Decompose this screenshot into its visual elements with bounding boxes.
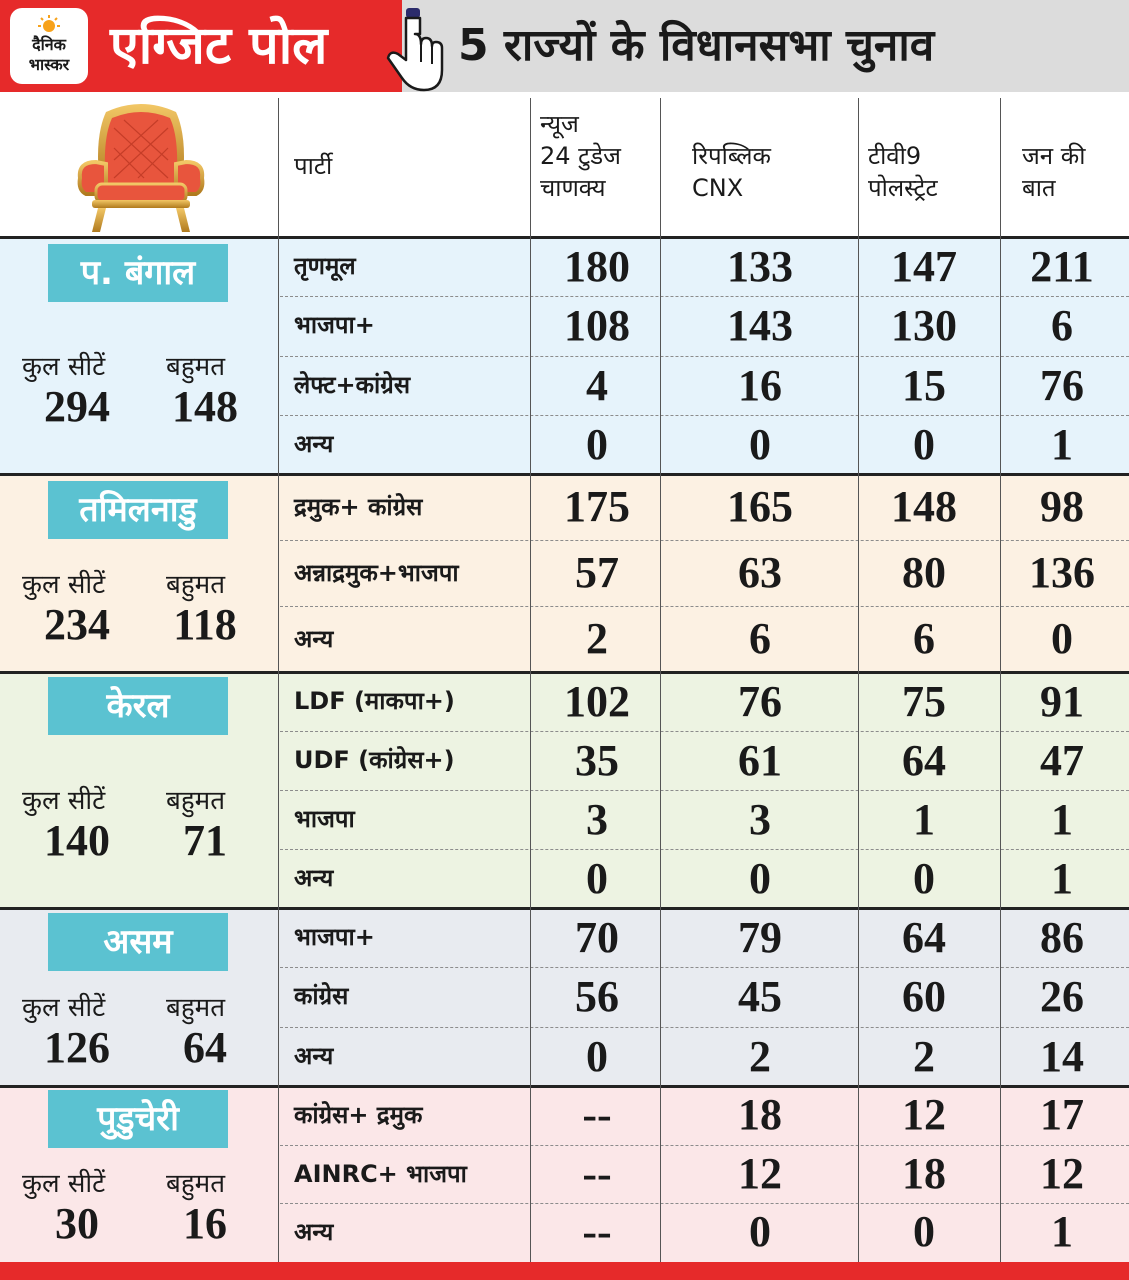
total-seats-value: 30 bbox=[55, 1199, 99, 1248]
seat-value: 80 bbox=[902, 548, 946, 597]
party-name: AINRC+ भाजपा bbox=[294, 1159, 467, 1188]
total-seats-label: कुल सीटें bbox=[22, 785, 106, 816]
row-divider bbox=[280, 540, 1129, 541]
header-banner bbox=[0, 0, 1129, 92]
majority-label: बहुमत bbox=[166, 352, 226, 382]
seat-value: 60 bbox=[902, 972, 946, 1022]
dainik-bhaskar-logo bbox=[10, 8, 88, 84]
logo-line-2: भास्कर bbox=[28, 55, 70, 74]
section-border bbox=[0, 473, 1129, 476]
state-section bbox=[0, 474, 1129, 672]
state-name-tag: केरल bbox=[48, 677, 228, 735]
majority-label: बहुमत bbox=[166, 785, 226, 816]
party-name: कांग्रेस bbox=[294, 982, 349, 1011]
elections-title: 5 राज्यों के विधानसभा चुनाव bbox=[458, 20, 935, 71]
col-header-line: CNX bbox=[692, 174, 744, 202]
total-seats-label: कुल सीटें bbox=[22, 569, 106, 600]
seat-value: 18 bbox=[738, 1090, 782, 1139]
majority-value: 16 bbox=[183, 1199, 227, 1248]
section-border bbox=[0, 1085, 1129, 1088]
party-name: भाजपा bbox=[294, 805, 355, 833]
seat-value: 0 bbox=[586, 1031, 608, 1081]
col-header-line: बात bbox=[1022, 174, 1056, 202]
col-header-jan-ki-baat bbox=[1022, 140, 1085, 204]
party-name: भाजपा+ bbox=[294, 923, 375, 951]
state-name-tag: तमिलनाडु bbox=[48, 481, 228, 539]
party-name: कांग्रेस+ द्रमुक bbox=[294, 1101, 423, 1129]
exit-poll-title: एग्जिट पोल bbox=[110, 16, 328, 76]
row-divider bbox=[280, 731, 1129, 732]
state-section bbox=[0, 237, 1129, 474]
seat-value: 12 bbox=[738, 1148, 782, 1198]
seat-value: 64 bbox=[902, 736, 946, 785]
throne-chair-icon bbox=[72, 98, 210, 234]
col-header-news24-chanakya bbox=[540, 108, 621, 204]
footer-bar bbox=[0, 1262, 1129, 1280]
seat-value: 45 bbox=[738, 972, 782, 1022]
seat-value: 6 bbox=[1051, 301, 1073, 351]
seat-value: 0 bbox=[1051, 614, 1073, 663]
seat-value: 35 bbox=[575, 736, 619, 785]
row-divider bbox=[280, 849, 1129, 850]
row-divider bbox=[280, 356, 1129, 357]
party-name: अन्य bbox=[294, 625, 334, 653]
seat-value: 18 bbox=[902, 1148, 946, 1198]
state-section bbox=[0, 908, 1129, 1086]
total-seats-value: 140 bbox=[44, 815, 110, 865]
seat-value: 57 bbox=[575, 548, 619, 597]
seat-value: 143 bbox=[727, 301, 793, 351]
seat-value: 0 bbox=[749, 1207, 771, 1257]
party-name: अन्य bbox=[294, 429, 334, 458]
seat-value: 47 bbox=[1040, 736, 1084, 785]
seat-value: 0 bbox=[586, 854, 608, 903]
party-name: UDF (कांग्रेस+) bbox=[294, 746, 455, 774]
total-seats-value: 294 bbox=[44, 382, 110, 431]
seat-value: 26 bbox=[1040, 972, 1084, 1022]
col-header-line: टीवी9 bbox=[868, 142, 922, 170]
col-header-line: रिपब्लिक bbox=[692, 142, 771, 170]
col-header-line: चाणक्य bbox=[540, 174, 606, 202]
column-divider bbox=[858, 98, 859, 1262]
seat-value: 79 bbox=[738, 913, 782, 962]
majority-value: 71 bbox=[183, 815, 227, 865]
seat-value: 12 bbox=[902, 1090, 946, 1139]
seat-value: 64 bbox=[902, 913, 946, 962]
seat-value: 15 bbox=[902, 360, 946, 410]
seat-value: 1 bbox=[1051, 419, 1073, 469]
seat-value: 2 bbox=[586, 614, 608, 663]
seat-value: 4 bbox=[586, 360, 608, 410]
seat-value: 98 bbox=[1040, 482, 1084, 531]
column-divider bbox=[660, 98, 661, 1262]
col-header-party: पार्टी bbox=[294, 152, 333, 180]
seat-value: -- bbox=[582, 1148, 612, 1198]
seat-value: 136 bbox=[1029, 548, 1095, 597]
total-seats-label: कुल सीटें bbox=[22, 1169, 106, 1199]
party-name: लेफ्ट+कांग्रेस bbox=[294, 370, 411, 399]
seat-value: 2 bbox=[749, 1031, 771, 1081]
seat-value: 0 bbox=[749, 419, 771, 469]
seat-value: 147 bbox=[891, 242, 957, 291]
total-seats-value: 126 bbox=[44, 1022, 110, 1072]
col-header-line: पोलस्ट्रेट bbox=[868, 174, 938, 202]
seat-value: 6 bbox=[749, 614, 771, 663]
majority-label: बहुमत bbox=[166, 992, 226, 1023]
seat-value: 108 bbox=[564, 301, 630, 351]
total-seats-label: कुल सीटें bbox=[22, 992, 106, 1023]
majority-value: 118 bbox=[173, 599, 237, 649]
column-divider bbox=[1000, 98, 1001, 1262]
sun-logo-icon bbox=[38, 14, 60, 36]
row-divider bbox=[280, 790, 1129, 791]
col-header-tv9-polstrat bbox=[868, 140, 938, 204]
seat-value: 6 bbox=[913, 614, 935, 663]
seat-value: 133 bbox=[727, 242, 793, 291]
voting-finger-icon bbox=[380, 4, 450, 92]
section-border bbox=[0, 671, 1129, 674]
seat-value: 75 bbox=[902, 677, 946, 726]
seat-value: 70 bbox=[575, 913, 619, 962]
col-header-republic-cnx bbox=[692, 140, 771, 204]
row-divider bbox=[280, 1203, 1129, 1204]
seat-value: 56 bbox=[575, 972, 619, 1022]
seat-value: 86 bbox=[1040, 913, 1084, 962]
seat-value: 0 bbox=[586, 419, 608, 469]
seat-value: 0 bbox=[749, 854, 771, 903]
seat-value: 0 bbox=[913, 854, 935, 903]
seat-value: 3 bbox=[749, 795, 771, 844]
row-divider bbox=[280, 1145, 1129, 1146]
col-header-line: जन की bbox=[1022, 142, 1086, 170]
seat-value: 17 bbox=[1040, 1090, 1084, 1139]
seat-value: 2 bbox=[913, 1031, 935, 1081]
section-border bbox=[0, 907, 1129, 910]
seat-value: 16 bbox=[738, 360, 782, 410]
seat-value: 1 bbox=[1051, 854, 1073, 903]
seat-value: 63 bbox=[738, 548, 782, 597]
seat-value: 165 bbox=[727, 482, 793, 531]
logo-line-1: दैनिक bbox=[32, 35, 66, 54]
seat-value: 1 bbox=[1051, 795, 1073, 844]
row-divider bbox=[280, 606, 1129, 607]
seat-value: 0 bbox=[913, 419, 935, 469]
state-name-tag: असम bbox=[48, 913, 228, 971]
seat-value: 76 bbox=[738, 677, 782, 726]
seat-value: 12 bbox=[1040, 1148, 1084, 1198]
total-seats-value: 234 bbox=[44, 599, 110, 649]
state-section bbox=[0, 672, 1129, 908]
seat-value: 130 bbox=[891, 301, 957, 351]
row-divider bbox=[280, 1027, 1129, 1028]
majority-label: बहुमत bbox=[166, 1169, 226, 1199]
seat-value: 148 bbox=[891, 482, 957, 531]
party-name: द्रमुक+ कांग्रेस bbox=[294, 493, 423, 521]
party-name: भाजपा+ bbox=[294, 311, 375, 340]
seat-value: -- bbox=[582, 1207, 612, 1257]
party-name: अन्य bbox=[294, 1218, 334, 1247]
seat-value: 102 bbox=[564, 677, 630, 726]
seat-value: 61 bbox=[738, 736, 782, 785]
row-divider bbox=[280, 967, 1129, 968]
seat-value: 14 bbox=[1040, 1031, 1084, 1081]
seat-value: 180 bbox=[564, 242, 630, 291]
total-seats-label: कुल सीटें bbox=[22, 352, 106, 382]
seat-value: 3 bbox=[586, 795, 608, 844]
column-divider bbox=[530, 98, 531, 1262]
seat-value: 1 bbox=[913, 795, 935, 844]
majority-value: 148 bbox=[172, 382, 238, 431]
row-divider bbox=[280, 415, 1129, 416]
party-name: अन्य bbox=[294, 864, 334, 892]
row-divider bbox=[280, 296, 1129, 297]
seat-value: 175 bbox=[564, 482, 630, 531]
seat-value: 1 bbox=[1051, 1207, 1073, 1257]
seat-value: 211 bbox=[1030, 242, 1094, 291]
party-name: तृणमूल bbox=[294, 252, 356, 280]
state-section bbox=[0, 1086, 1129, 1262]
col-header-line: न्यूज bbox=[540, 110, 579, 138]
col-header-line: 24 टुडेज bbox=[540, 142, 621, 170]
seat-value: 91 bbox=[1040, 677, 1084, 726]
state-name-tag: प. बंगाल bbox=[48, 244, 228, 302]
majority-label: बहुमत bbox=[166, 569, 226, 600]
party-name: अन्य bbox=[294, 1041, 334, 1070]
seat-value: -- bbox=[582, 1090, 612, 1139]
party-name: LDF (माकपा+) bbox=[294, 687, 455, 715]
majority-value: 64 bbox=[183, 1022, 227, 1072]
party-name: अन्नाद्रमुक+भाजपा bbox=[294, 559, 459, 587]
section-border bbox=[0, 236, 1129, 239]
seat-value: 0 bbox=[913, 1207, 935, 1257]
column-divider bbox=[278, 98, 279, 1262]
seat-value: 76 bbox=[1040, 360, 1084, 410]
state-name-tag: पुडुचेरी bbox=[48, 1090, 228, 1148]
